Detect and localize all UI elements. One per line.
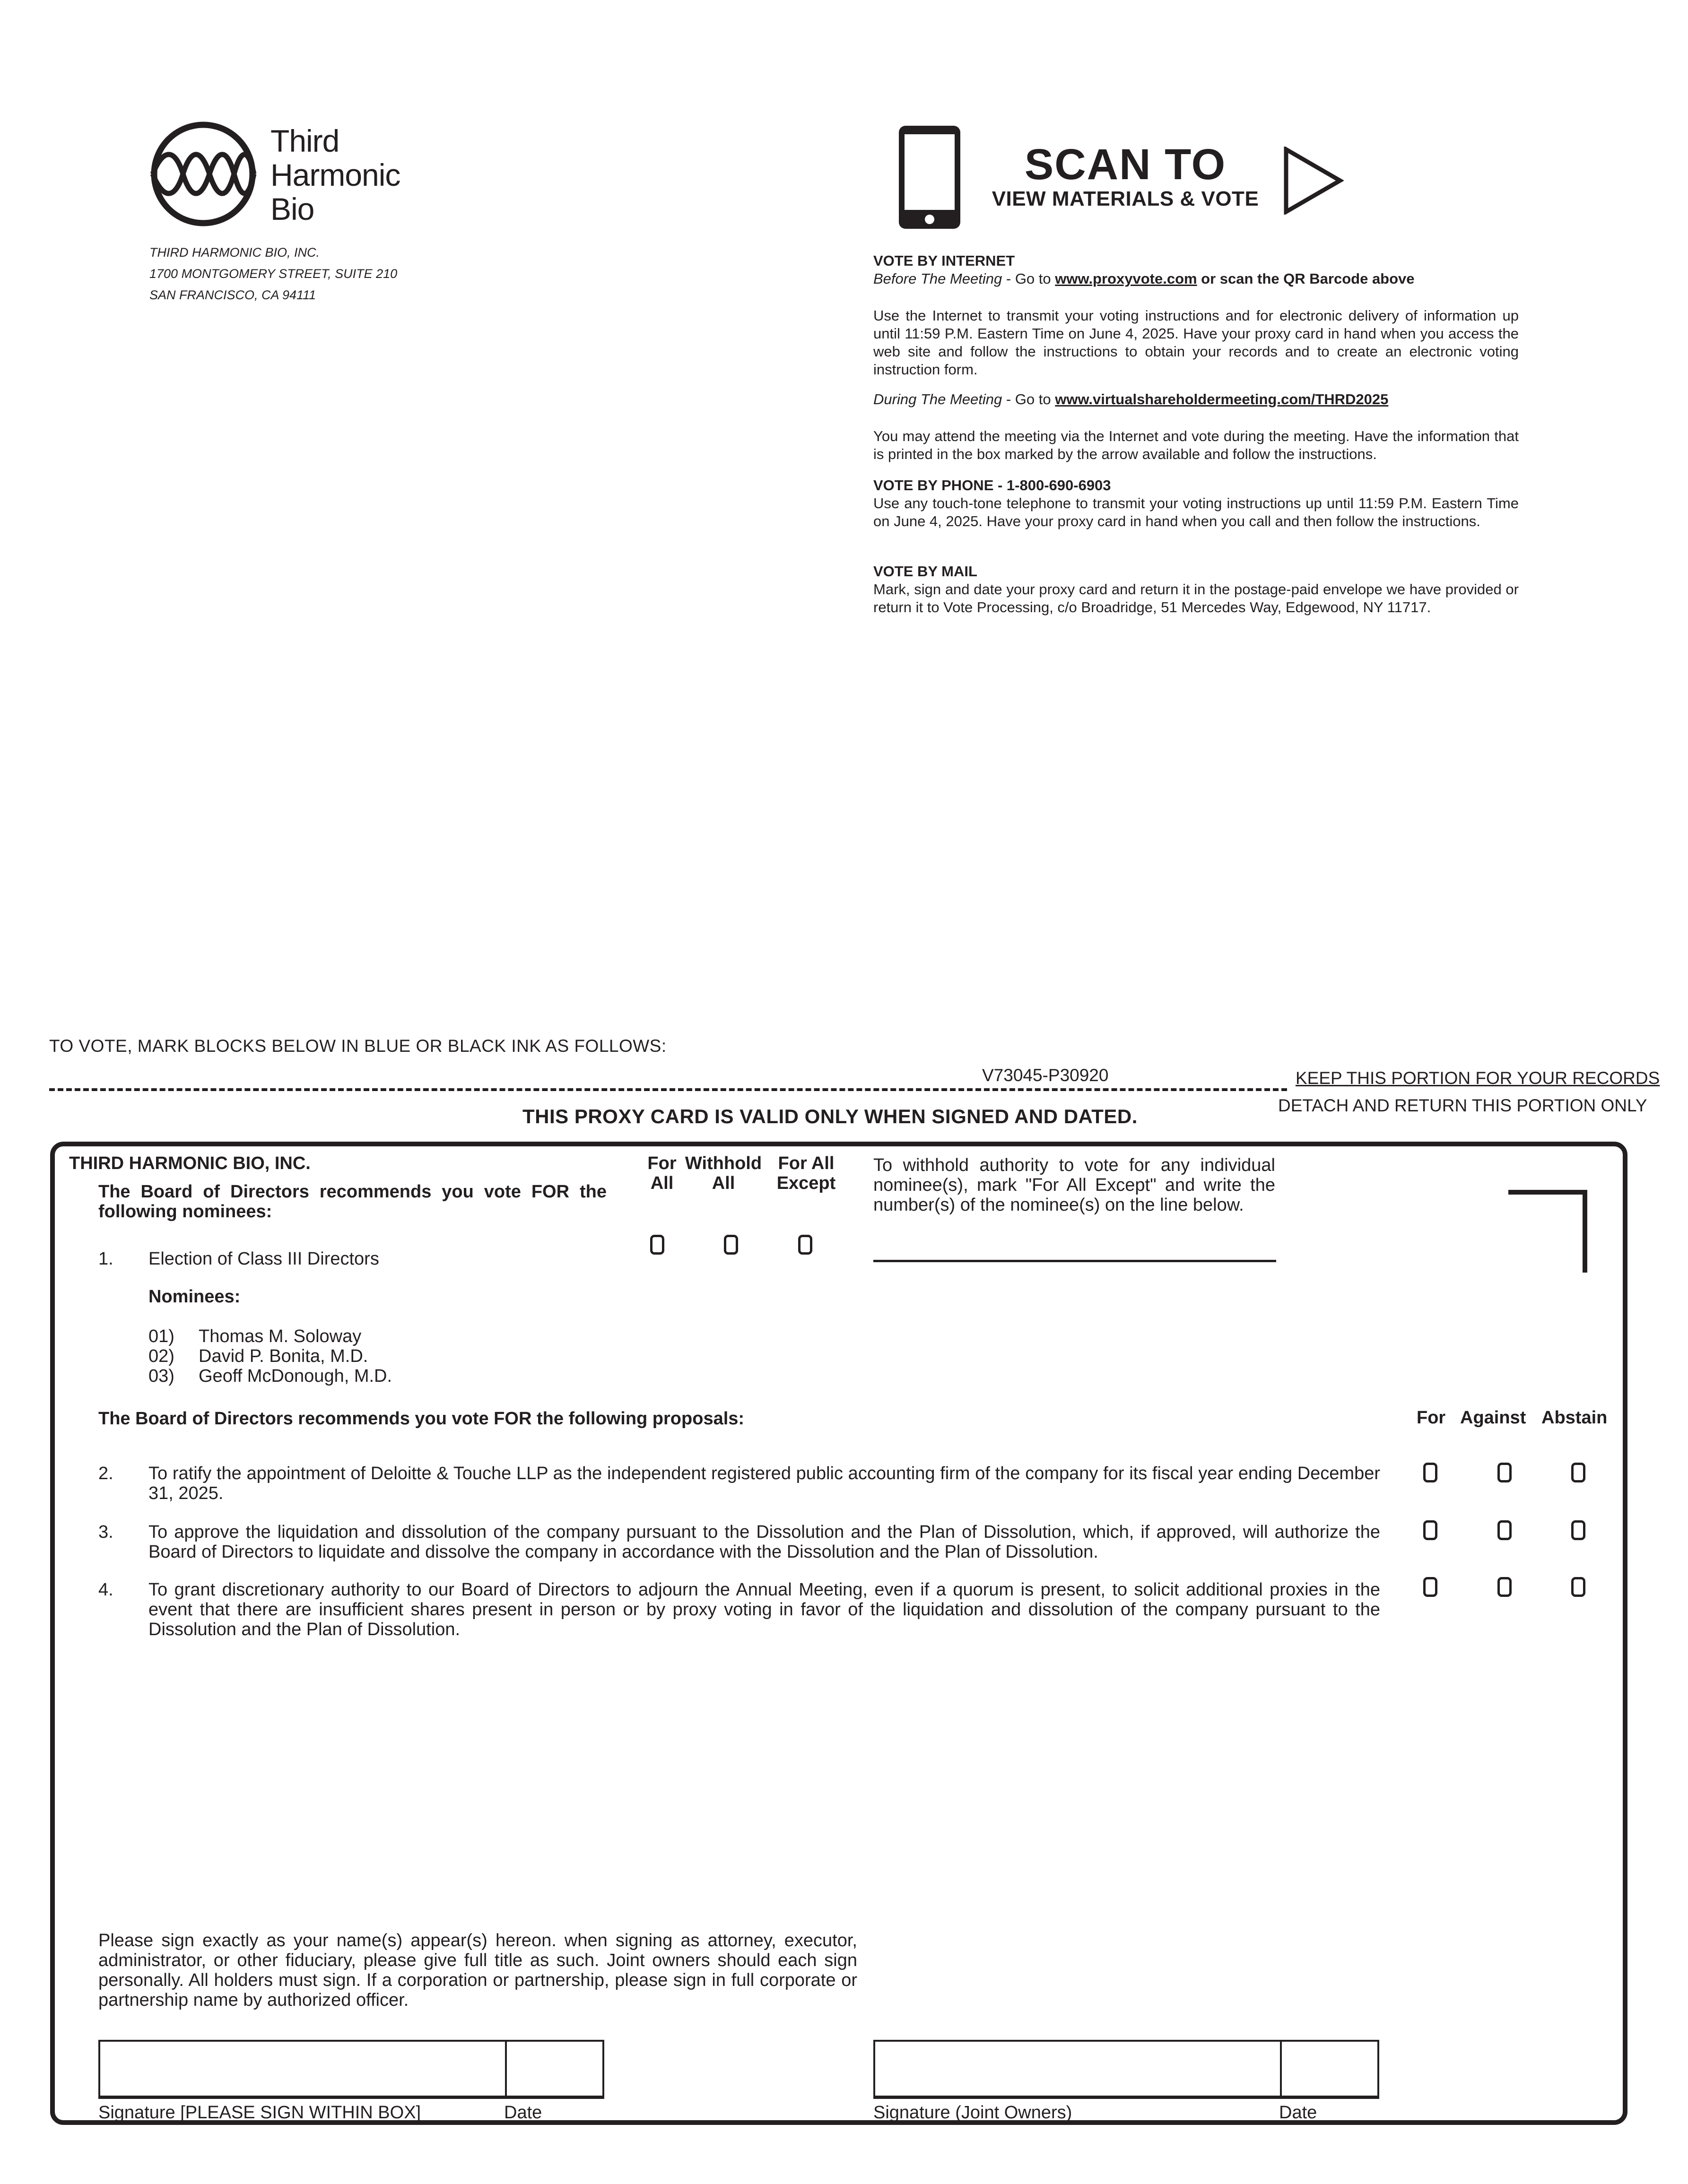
- vote-internet-heading: VOTE BY INTERNET: [873, 252, 1015, 269]
- joint-date-label: Date: [1279, 2103, 1317, 2123]
- vote-phone-body: Use any touch-tone telephone to transmit your voting instructions up until 11:59 P.M. Eastern Time on June 4, 2025. Have your proxy card in hand when you call and then follow the instructions.: [873, 495, 1519, 529]
- logo-line-2: Harmonic: [270, 157, 400, 192]
- ink-instructions: TO VOTE, MARK BLOCKS BELOW IN BLUE OR BLACK INK AS FOLLOWS:: [49, 1036, 667, 1056]
- vote-internet-body: Use the Internet to transmit your voting instructions and for electronic delivery of information up until 11:59 P.M. Eastern Time on June 4, 2025. Have your proxy card in hand when you access the web site and follow the instructions to obtain your records and to create an electronic voting instruction form.: [873, 307, 1519, 378]
- company-address: [149, 242, 397, 306]
- item1-number: 1.: [98, 1249, 113, 1269]
- before-goto: - Go to: [1002, 270, 1055, 287]
- col-for-all-except: [766, 1153, 846, 1193]
- signature-box[interactable]: [98, 2040, 604, 2099]
- valid-notice: THIS PROXY CARD IS VALID ONLY WHEN SIGNED AND DATED.: [522, 1105, 1138, 1127]
- proposal-3-for-checkbox[interactable]: [1423, 1520, 1437, 1540]
- col-against: Against: [1460, 1408, 1526, 1428]
- logo-line-3: Bio: [270, 191, 314, 226]
- vote-phone-heading: VOTE BY PHONE - 1-800-690-6903: [873, 477, 1111, 494]
- scan-subtitle: VIEW MATERIALS & VOTE: [992, 187, 1259, 210]
- company-logo-wordmark: [270, 124, 400, 226]
- vote-during-body: You may attend the meeting via the Internet and vote during the meeting. Have the information that is printed in the box marked by the arrow available and follow the instructions.: [873, 428, 1519, 462]
- sign-instructions: Please sign exactly as your name(s) appear(s) hereon. when signing as attorney, executor, administrator, or other fiduciary, please give full title as such. Joint owners should each sign personally. All holders must sign. If a corporation or partnership, please sign in full corporate or partnership name by authorized officer.: [98, 1931, 857, 2010]
- signature-date-divider: [505, 2042, 507, 2096]
- address-line-1: THIRD HARMONIC BIO, INC.: [149, 245, 320, 260]
- col-withhold-l2: All: [712, 1173, 735, 1193]
- proposal-2-against-checkbox[interactable]: [1497, 1463, 1512, 1482]
- control-number: V73045-P30920: [982, 1066, 1109, 1085]
- joint-signature-box[interactable]: [873, 2040, 1379, 2099]
- proposal-3-abstain-checkbox[interactable]: [1571, 1520, 1585, 1540]
- nominee-01-name: Thomas M. Soloway: [199, 1326, 362, 1346]
- before-tail: or scan the QR Barcode above: [1197, 270, 1415, 287]
- except-write-in-line[interactable]: [873, 1260, 1276, 1262]
- signature-label: Signature [PLEASE SIGN WITHIN BOX]: [98, 2103, 421, 2123]
- checkbox-for-all-except[interactable]: [798, 1235, 812, 1255]
- vote-before-line: [873, 270, 1519, 288]
- corner-mark-icon: [1507, 1189, 1588, 1274]
- proposal-4-for-checkbox[interactable]: [1423, 1577, 1437, 1597]
- checkbox-for-all[interactable]: [650, 1235, 664, 1255]
- vote-mail-body: Mark, sign and date your proxy card and return it in the postage-paid envelope we have provided or return it to Vote Processing, c/o Broadridge, 51 Mercedes Way, Edgewood, NY 11717.: [873, 581, 1519, 615]
- col-except-l1: For All: [778, 1153, 835, 1173]
- detach-portion-label: DETACH AND RETURN THIS PORTION ONLY: [1278, 1096, 1647, 1115]
- nominee-02-number: 02): [148, 1346, 174, 1366]
- joint-signature-label: Signature (Joint Owners): [873, 2103, 1072, 2123]
- item1-text: Election of Class III Directors: [148, 1249, 379, 1269]
- nominee-03-number: 03): [148, 1366, 174, 1386]
- scan-heading: [983, 142, 1267, 211]
- proposal-2-abstain-checkbox[interactable]: [1571, 1463, 1585, 1482]
- scan-title: SCAN TO: [1024, 140, 1227, 189]
- during-goto: - Go to: [1002, 391, 1055, 407]
- nominee-01-number: 01): [148, 1326, 174, 1346]
- proposal-4-number: 4.: [98, 1580, 113, 1600]
- board-rec-nominees: The Board of Directors recommends you vote FOR the following nominees:: [98, 1182, 607, 1222]
- nominees-label: Nominees:: [148, 1287, 241, 1307]
- vote-internet-section: [873, 252, 1519, 288]
- col-for-all: [641, 1153, 683, 1193]
- col-withhold-l1: Withhold: [685, 1153, 762, 1173]
- proposal-4-against-checkbox[interactable]: [1497, 1577, 1512, 1597]
- proposal-3-against-checkbox[interactable]: [1497, 1520, 1512, 1540]
- joint-signature-date-divider: [1280, 2042, 1282, 2096]
- proposal-2-for-checkbox[interactable]: [1423, 1463, 1437, 1482]
- card-company-name: THIRD HARMONIC BIO, INC.: [69, 1153, 311, 1173]
- detach-dashed-line: [49, 1088, 1287, 1091]
- vote-mail-heading: VOTE BY MAIL: [873, 563, 977, 580]
- before-label: Before The Meeting: [873, 270, 1002, 287]
- col-for-all-l1: For: [647, 1153, 677, 1173]
- nominee-03-name: Geoff McDonough, M.D.: [199, 1366, 392, 1386]
- address-line-2: 1700 MONTGOMERY STREET, SUITE 210: [149, 267, 398, 281]
- proxyvote-link[interactable]: www.proxyvote.com: [1055, 270, 1197, 287]
- date-label: Date: [504, 2103, 542, 2123]
- withhold-instructions: To withhold authority to vote for any individual nominee(s), mark "For All Except" and write the number(s) of the nominee(s) on the line below.: [873, 1155, 1275, 1215]
- col-for-all-l2: All: [650, 1173, 674, 1193]
- proposal-2-text: To ratify the appointment of Deloitte & Touche LLP as the independent registered public accounting firm of the company for its fiscal year ending December 31, 2025.: [148, 1464, 1380, 1503]
- virtual-meeting-link[interactable]: www.virtualshareholdermeeting.com/THRD2025: [1055, 391, 1389, 407]
- play-arrow-icon: [1282, 147, 1344, 215]
- vote-during-line: [873, 390, 1519, 408]
- proposal-3-text: To approve the liquidation and dissolution of the company pursuant to the Dissolution and the Plan of Dissolution, which, if approved, will authorize the Board of Directors to liquidate and dissolve the company in accordance with the Dissolution and the Plan of Dissolution.: [148, 1522, 1380, 1562]
- col-except-l2: Except: [776, 1173, 836, 1193]
- checkbox-withhold-all[interactable]: [724, 1235, 738, 1255]
- proposal-3-number: 3.: [98, 1522, 113, 1542]
- col-abstain: Abstain: [1541, 1408, 1608, 1428]
- keep-portion-label: KEEP THIS PORTION FOR YOUR RECORDS: [1296, 1068, 1660, 1088]
- during-label: During The Meeting: [873, 391, 1002, 407]
- proposal-4-abstain-checkbox[interactable]: [1571, 1577, 1585, 1597]
- address-line-3: SAN FRANCISCO, CA 94111: [149, 288, 316, 302]
- proposal-2-number: 2.: [98, 1464, 113, 1483]
- smartphone-icon: [897, 124, 962, 231]
- col-withhold-all: [681, 1153, 766, 1193]
- proposal-4-text: To grant discretionary authority to our Board of Directors to adjourn the Annual Meeting, even if a quorum is present, to solicit additional proxies in the event that there are insufficient shares present in person or by proxy voting in favor of the liquidation and dissolution of the company pursuant to the Dissolution and the Plan of Dissolution.: [148, 1580, 1380, 1639]
- logo-line-1: Third: [270, 123, 339, 158]
- board-rec-proposals: The Board of Directors recommends you vote FOR the following proposals:: [98, 1409, 745, 1429]
- vote-mail-section: [873, 563, 1519, 616]
- vote-phone-section: [873, 477, 1519, 530]
- col-for: For: [1417, 1408, 1446, 1428]
- company-logo-icon: [149, 120, 258, 228]
- nominee-02-name: David P. Bonita, M.D.: [199, 1346, 368, 1366]
